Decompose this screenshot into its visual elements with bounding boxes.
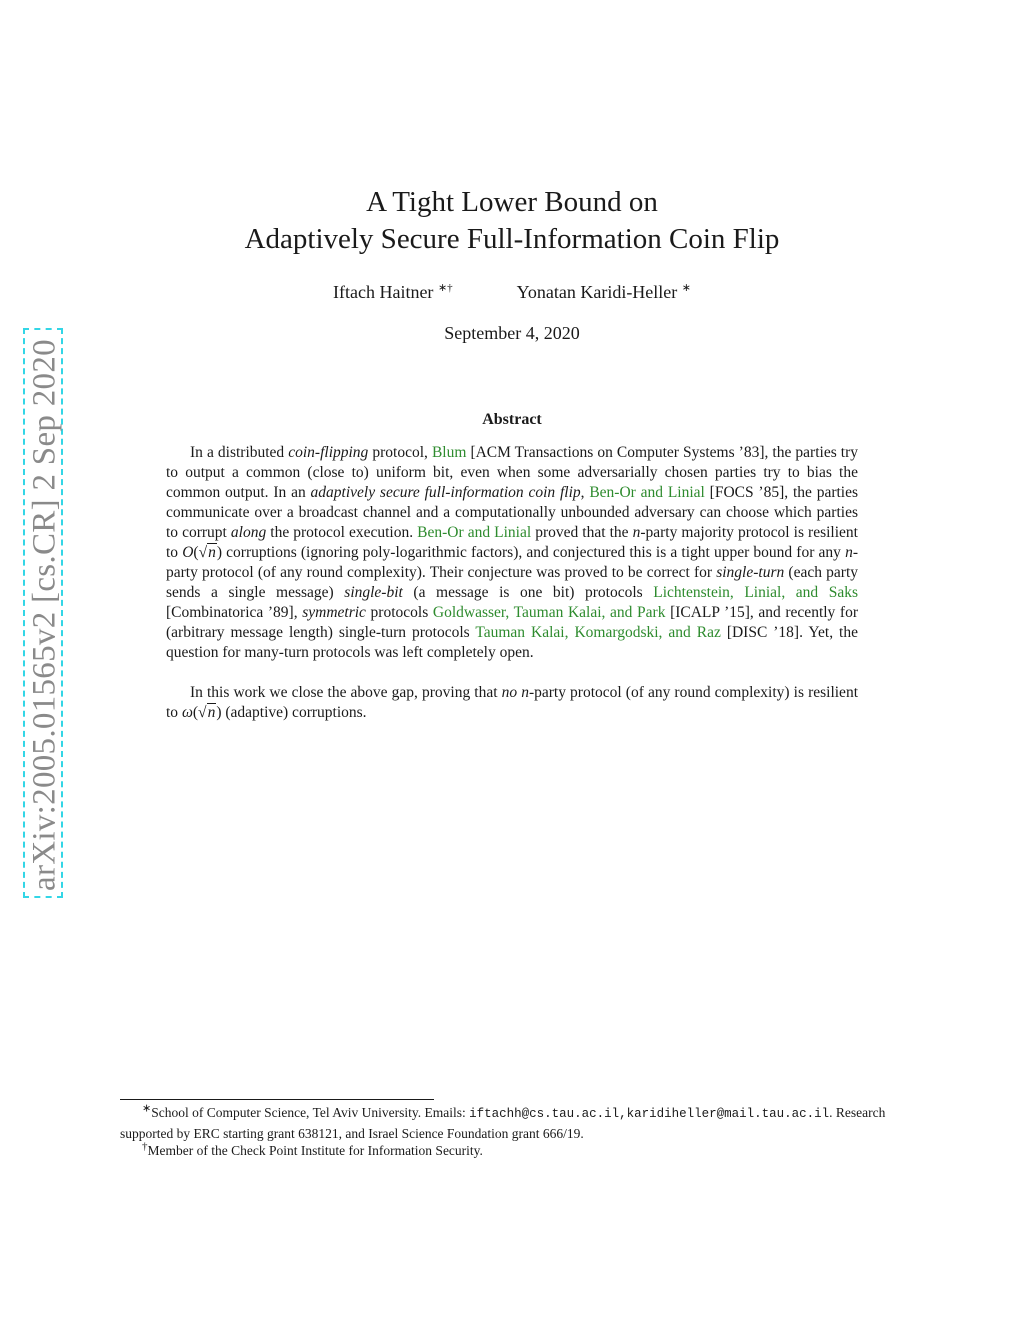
title-line-1: A Tight Lower Bound on bbox=[366, 186, 658, 218]
citation-ben-or-linial[interactable]: Ben-Or and Linial bbox=[417, 524, 532, 541]
abstract-paragraph-2: In this work we close the above gap, proving that no n-party protocol (of any round complexity) is resilient to ω(√n) (adaptive) corruptions. bbox=[166, 684, 858, 721]
paper-title bbox=[0, 184, 1024, 258]
abstract-heading: Abstract bbox=[482, 411, 542, 428]
email-addresses[interactable]: iftachh@cs.tau.ac.il,karidiheller@mail.tau.ac.il bbox=[469, 1107, 830, 1121]
author-name: Yonatan Karidi-Heller bbox=[516, 282, 682, 302]
author-list bbox=[0, 282, 1024, 303]
author-name: Iftach Haitner bbox=[332, 282, 438, 302]
publication-date: September 4, 2020 bbox=[444, 323, 580, 343]
footnote-mark: ∗ bbox=[142, 1102, 152, 1115]
math-o-sqrt-n: O(√n) bbox=[182, 544, 222, 561]
citation-ben-or-linial[interactable]: Ben-Or and Linial bbox=[589, 484, 705, 501]
citation-kalai-komargodski-raz[interactable]: Tauman Kalai, Komargodski, and Raz bbox=[475, 624, 721, 641]
author-haitner bbox=[333, 282, 453, 303]
footnote-mark: † bbox=[142, 1140, 148, 1153]
footnote-mark[interactable]: ∗† bbox=[437, 282, 453, 294]
footnote-affiliation: ∗School of Computer Science, Tel Aviv University. Emails: iftachh@cs.tau.ac.il,karidiheller@mail.tau.ac.il. Research supported by ERC starting grant 638121, and Israel Science Foundation grant 666/19. bbox=[120, 1102, 886, 1141]
author-karidi-heller bbox=[517, 282, 691, 303]
math-omega-sqrt-n: ω(√n) bbox=[181, 704, 222, 721]
footnote-membership: †Member of the Check Point Institute for Information Security. bbox=[142, 1140, 483, 1158]
citation-goldwasser-kalai-park[interactable]: Goldwasser, Tauman Kalai, and Park bbox=[432, 604, 666, 621]
footnote-mark[interactable]: ∗ bbox=[681, 282, 692, 294]
abstract-paragraph-1: In a distributed coin-flipping protocol, Blum [ACM Transactions on Computer Systems ’83], the parties try to output a common (close to) uniform bit, even when some adversarially chosen parties try to bias the common output. In an adaptively secure full-information coin flip, Ben-Or and Linial [FOCS ’85], the parties communicate over a broadcast channel and a computationally unbounded adversary can choose which parties to corrupt along the protocol execution. Ben-Or and Linial proved that the n-party majority protocol is resilient to O(√n) corruptions (ignoring poly-logarithmic factors), and conjectured this is a tight upper bound for any n-party protocol (of any round complexity). Their conjecture was proved to be correct for single-turn (each party sends a single message) single-bit (a message is one bit) protocols Lichtenstein, Linial, and Saks [Combinatorica ’89], symmetric protocols Goldwasser, Tauman Kalai, and Park [ICALP ’15], and recently for (arbitrary message length) single-turn protocols Tauman Kalai, Komargodski, and Raz [DISC ’18]. Yet, the question for many-turn protocols was left completely open. bbox=[166, 444, 859, 661]
footnote-divider bbox=[120, 1099, 434, 1100]
citation-blum[interactable]: Blum bbox=[431, 444, 467, 461]
citation-lichtenstein-linial-saks[interactable]: Lichtenstein, Linial, and Saks bbox=[653, 584, 858, 601]
arxiv-identifier[interactable]: arXiv:2005.01565v2 [cs.CR] 2 Sep 2020 bbox=[26, 339, 63, 891]
title-line-2: Adaptively Secure Full-Information Coin Flip bbox=[244, 223, 780, 255]
